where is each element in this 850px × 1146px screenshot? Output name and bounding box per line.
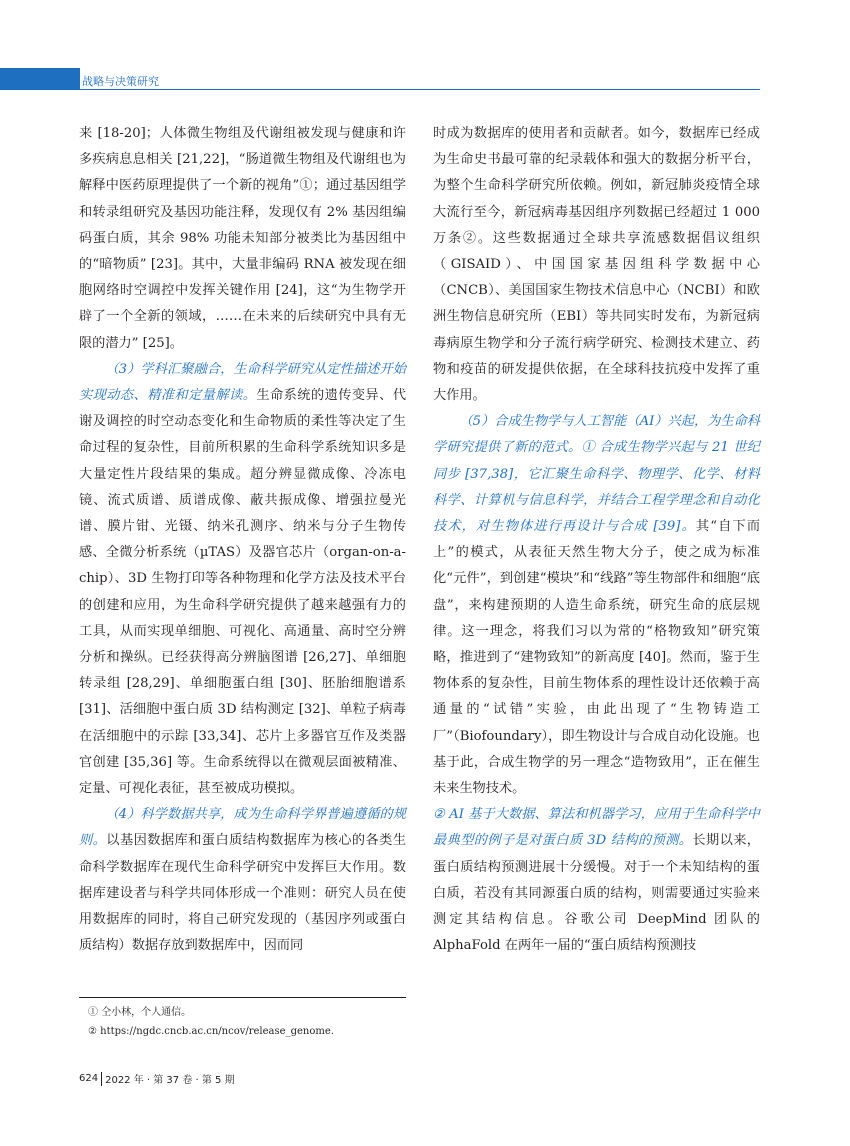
- header-rule: [80, 89, 760, 90]
- issue-info: 2022 年 · 第 37 卷 · 第 5 期: [105, 1075, 235, 1086]
- footnote-rule: [79, 997, 406, 998]
- footnotes: [88, 1003, 334, 1041]
- right-paragraph-3: [433, 802, 760, 959]
- right-heading-ai: ② AI 基于大数据、算法和机器学习，应用于生命科学中最典型的例子是对蛋白质 3D 结构的预测。: [433, 807, 760, 849]
- left-heading-3: （3）学科汇聚融合，生命科学研究从定性描述开始实现动态、精准和定量解读。: [79, 361, 406, 404]
- left-column: [79, 121, 406, 960]
- left-body-3: 生命系统的遗传变异、代谢及调控的时空动态变化和生命物质的柔性等决定了生命过程的复杂性，目前所积累的生命科学系统知识多是大量定性片段结果的集成。超分辨显微成像、冷冻电镜、流式质谱、质谱成像、蔽共振成像、增强拉曼光谱、膜片钳、光镊、纳米孔测序、纳米与分子生物传感、全微分析系统（µTAS）及器官芯片（organ-on-a-chip）、3D 生物打印等各种物理和化学方法及技术平台的创建和应用，为生命科学研究提供了越来越强有力的工具，从而实现单细胞、可视化、高通量、高时空分辨分析和操纵。已经获得高分辨脑图谱 [26,27]、单细胞转录组 [28,29]、单细胞蛋白组 [30]、胚胎细胞谱系 [31]、活细胞中蛋白质 3D 结构测定 [32]、单粒子病毒在活细胞中的示踪 [33,34]、芯片上多器官互作及类器官创建 [35,36] 等。生命系统得以在微观层面被精准、定量、可视化表征，甚至被成功模拟。: [79, 388, 407, 797]
- left-paragraph-3: [79, 802, 406, 959]
- left-paragraph-2: [79, 357, 406, 802]
- footnote-1: ① 仝小林，个人通信。: [88, 1007, 192, 1018]
- right-paragraph-1: 时成为数据库的使用者和贡献者。如今，数据库已经成为生命史书最可靠的纪录载体和强大的数据分析平台，为整个生命科学研究所依赖。例如，新冠肺炎疫情全球大流行至今，新冠病毒基因组序列数据已经超过 1 000 万条②。这些数据通过全球共享流感数据倡议组织（GISAID）、中国国家基因组科学数据中心（CNCB）、美国国家生物技术信息中心（NCBI）和欧洲生物信息研究所（EBI）等共同实时发布，为新冠病毒病原生物学和分子流行病学研究、检测技术建立、药物和疫苗的研发提供依据，在全球科技抗疫中发挥了重大作用。: [433, 126, 760, 404]
- left-paragraph-1: 来 [18-20]；人体微生物组及代谢组被发现与健康和许多疾病息息相关 [21,22]，“肠道微生物组及代谢组也为解释中医药原理提供了一个新的视角”①；通过基因组学和转录组研究及基因功能注释，发现仅有 2% 基因组编码蛋白质，其余 98% 功能未知部分被类比为基因组中的“暗物质” [23]。其中，大量非编码 RNA 被发现在细胞网络时空调控中发挥关键作用 [24]，这“为生物学开辟了一个全新的领域，……在未来的后续研究中具有无限的潜力” [25]。: [79, 126, 406, 351]
- right-body-5: 其“自下而上”的模式，从表征天然生物大分子，使之成为标准化“元件”，到创建“模块”和“线路”等生物部件和细胞“底盘”，来构建预期的人造生命系统，研究生命的底层规律。这一理念，将我们习以为常的“格物致知”研究策略，推进到了“建物致知”的新高度 [40]。然而，鉴于生物体系的复杂性，目前生物体系的理性设计还依赖于高通量的“试错”实验，由此出现了“生物铸造工厂”（Biofoundary），即生物设计与合成自动化设施。也基于此，合成生物学的另一理念“造物致用”，正在催生未来生物技术。: [433, 519, 761, 797]
- right-paragraph-2: [433, 409, 760, 802]
- page-footer: [79, 1071, 235, 1086]
- section-title: 战略与决策研究: [82, 75, 159, 88]
- right-heading-5: （5）合成生物学与人工智能（AI）兴起，为生命科学研究提供了新的范式。① 合成生物学兴起与 21 世纪同步 [37,38]，它汇聚生命科学、物理学、化学、材料科学、计算机与信息科学，并结合工程学理念和自动化技术，对生物体进行再设计与合成 [39]。: [433, 414, 760, 535]
- footer-divider: [101, 1072, 102, 1086]
- right-body-ai: 长期以来，蛋白质结构预测进展十分缓慢。对于一个未知结构的蛋白质，若没有其同源蛋白质的结构，则需要通过实验来测定其结构信息。谷歌公司 DeepMind 团队的 AlphaFold 在两年一届的“蛋白质结构预测技: [433, 833, 760, 954]
- page-number: 624: [79, 1073, 99, 1084]
- header-accent-bar: [0, 68, 80, 90]
- right-column: [433, 121, 760, 960]
- left-heading-4: （4）科学数据共享，成为生命科学界普遍遵循的规则。: [79, 807, 406, 849]
- footnote-2: ② https://ngdc.cncb.ac.cn/ncov/release_genome.: [88, 1026, 334, 1037]
- left-body-4: 以基因数据库和蛋白质结构数据库为核心的各类生命科学数据库在现代生命科学研究中发挥巨大作用。数据库建设者与科学共同体形成一个准则：研究人员在使用数据库的同时，将自己研究发现的（基因序列或蛋白质结构）数据存放到数据库中，因而同: [79, 833, 407, 954]
